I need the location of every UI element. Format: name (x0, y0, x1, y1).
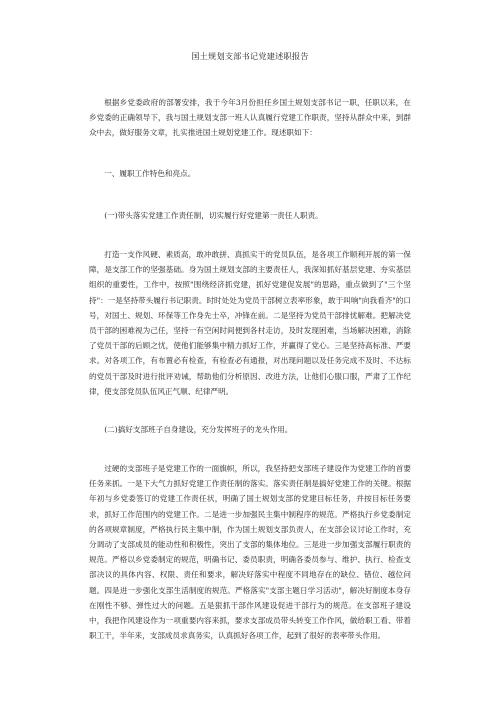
subsection-heading-1: (一)带头落实党建工作责任制，切实履行好党建第一责任人职责。 (104, 211, 323, 220)
section-heading-1: 一、履职工作特色和亮点。 (104, 169, 196, 178)
paragraph-intro: 根据乡党委政府的部署安排，我于今年3月份担任乡国土规划支部书记一职，任职以来，在乡党委的正确领导下，我与国土规划支部一班人认真履行党建工作职责，坚持从群众中来，到群众中去，做好服务文章，扎实推进国土规划党建工作。现述职如下： (89, 98, 411, 138)
paragraph-party-responsibility: 打造一支作风硬、素质高，敢冲敢拼、真抓实干的党员队伍，是各项工作顺利开展的第一保障，是支部工作的坚强基础。身为国土规划支部的主要责任人，我深知抓好基层党建、夯实基层组织的重要性，工作中，按照"围绕经济抓党建，抓好党建促发展"的思路，重点做到了"三个坚持"：一是坚持带头履行书记职责。时时处处为党员干部树立表率形象，敢于叫响"向我看齐"的口号，对国土、规划、环保等工作身先士卒，冲锋在前。二是坚持为党员干部排忧解难。把解决党员干部的困难视为己任，坚持一有空闲时间便到各村走访，及时发现困难，当场解决困难，消除了党员干部的后顾之忧，使他们能够集中精力抓好工作，并赢得了党心。三是坚持高标准、严要求。对各项工作，有布置必有检查，有检查必有通报，对出现问题以及任务完成不及时、不达标的党员干部及时进行批评劝诫，帮助他们分析原因、改进方法，让他们心服口服，严肃了工作纪律，使支部党员队伍风正气顺、纪律严明。 (89, 250, 411, 396)
document-title: 国土规划支部书记党建述职报告 (191, 51, 309, 61)
paragraph-team-building: 过硬的支部班子是党建工作的一面旗帜，所以，我坚持把支部班子建设作为党建工作的首要任务来抓。一是下大气力抓好党建工作责任制的落实。落实责任制是搞好党建工作的关键。根据年初与乡党委签订的党建工作责任状，明确了国土规划支部的党建目标任务，并按目标任务要求，抓好工作范围内的党建工作。二是进一步加强民主集中制程序的规范。严格执行乡党委制定的各项规章制度，严格执行民主集中制，作为国土规划支部负责人，在支部会议讨论工作时，充分调动了支部成员的能动性和积极性，突出了支部的集体地位。三是进一步加强支部履行职责的规范。严格以乡党委制定的规范，明确书记、委员职责，明确各委员参与、维护、执行、检查支部决议的具体内容、权限、责任和要求，解决好落实中程度不同地存在的缺位、错位、越位问题。四是进一步强化支部生活制度的规范。严格落实"支部主题日学习活动"，解决好制度本身存在刚性不够、弹性过大的问题。五是狠抓干部作风建设促进干部行为的规范。在支部班子建设中，我把作风建设作为一项重要内容来抓，要求支部成员带头转变工作作风，做给职工看、带着职工干，半年来，支部成员求真务实，认真抓好各项工作，起到了很好的表率带头作用。 (89, 464, 411, 641)
subsection-heading-2: (二)搞好支部班子自身建设，充分发挥班子的龙头作用。 (104, 425, 293, 434)
